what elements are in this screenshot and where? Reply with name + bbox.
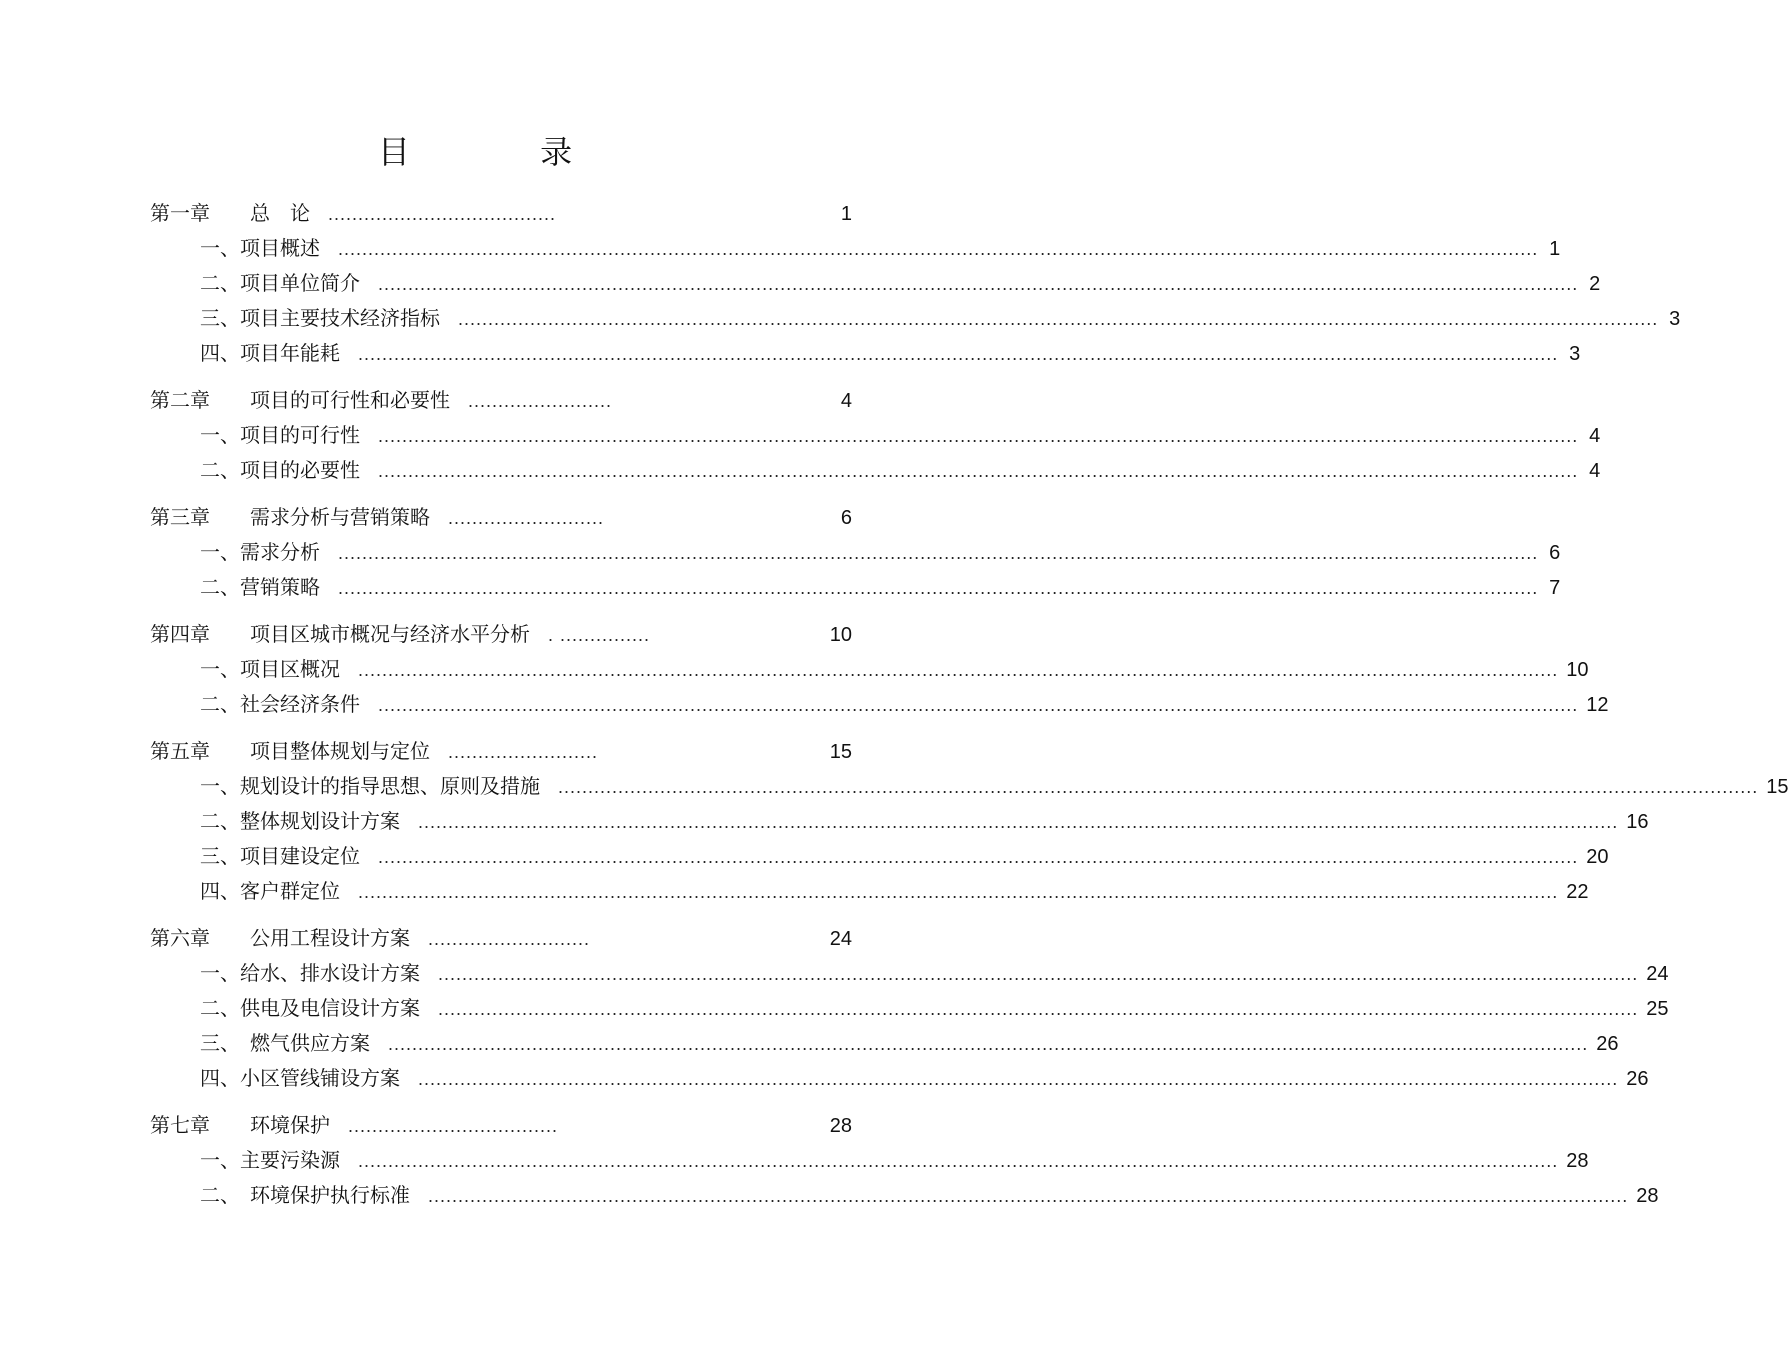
- dot-leader: ........................................................................................................................................................................................................: [378, 847, 1579, 867]
- dot-leader: ........................................................................................................................................................................................................: [358, 660, 1559, 680]
- page-number: 25: [1646, 998, 1669, 1020]
- page-number: 15: [829, 741, 852, 763]
- dot-leader: . ...............: [548, 625, 651, 645]
- dot-leader: .........................: [448, 742, 599, 762]
- toc-chapter-entry[interactable]: [150, 383, 852, 418]
- page-number: 4: [840, 390, 852, 412]
- dot-leader: ........................................................................................................................................................................................................: [388, 1034, 1589, 1054]
- table-of-contents: [150, 196, 1788, 1225]
- dot-leader: ........................................................................................................................................................................................................: [378, 695, 1579, 715]
- section-title: 二、整体规划设计方案: [200, 809, 400, 833]
- toc-section-entry[interactable]: [150, 769, 1788, 804]
- toc-chapter-entry[interactable]: [150, 500, 852, 535]
- toc-section-entry[interactable]: [150, 1061, 1649, 1096]
- section-title: 三、 燃气供应方案: [200, 1031, 370, 1055]
- chapter-title: 第二章 项目的可行性和必要性: [150, 388, 450, 412]
- dot-leader: ..........................: [448, 508, 605, 528]
- toc-section-entry[interactable]: [150, 652, 1589, 687]
- toc-section-entry[interactable]: [150, 535, 1561, 570]
- section-title: 三、项目主要技术经济指标: [200, 306, 440, 330]
- page-number: 1: [1549, 238, 1561, 260]
- chapter-title: 第四章 项目区城市概况与经济水平分析: [150, 622, 530, 646]
- dot-leader: ........................................................................................................................................................................................................: [338, 578, 1539, 598]
- dot-leader: ........................................................................................................................................................................................................: [438, 999, 1639, 1019]
- page-number: 24: [829, 928, 852, 950]
- dot-leader: ........................: [468, 391, 613, 411]
- toc-chapter-entry[interactable]: [150, 1108, 852, 1143]
- page-number: 16: [1626, 811, 1649, 833]
- toc-chapter: [150, 196, 1681, 371]
- dot-leader: ........................................................................................................................................................................................................: [338, 543, 1539, 563]
- toc-chapter-entry[interactable]: [150, 921, 852, 956]
- toc-section-entry[interactable]: [150, 301, 1681, 336]
- dot-leader: ........................................................................................................................................................................................................: [418, 1069, 1619, 1089]
- dot-leader: ........................................................................................................................................................................................................: [358, 1151, 1559, 1171]
- page-number: 2: [1589, 273, 1601, 295]
- section-title: 三、项目建设定位: [200, 844, 360, 868]
- dot-leader: ...................................: [348, 1116, 559, 1136]
- section-title: 二、供电及电信设计方案: [200, 996, 420, 1020]
- toc-chapter-entry[interactable]: [150, 617, 852, 652]
- page-number: 24: [1646, 963, 1669, 985]
- section-title: 二、项目单位简介: [200, 271, 360, 295]
- page-number: 3: [1669, 308, 1681, 330]
- section-title: 二、营销策略: [200, 575, 320, 599]
- dot-leader: ........................................................................................................................................................................................................: [418, 812, 1619, 832]
- page-number: 28: [1636, 1185, 1659, 1207]
- dot-leader: ........................................................................................................................................................................................................: [378, 426, 1579, 446]
- section-title: 四、客户群定位: [200, 879, 340, 903]
- chapter-title: 第七章 环境保护: [150, 1113, 330, 1137]
- page-number: 7: [1549, 577, 1561, 599]
- section-title: 一、项目区概况: [200, 657, 340, 681]
- dot-leader: ........................................................................................................................................................................................................: [428, 1186, 1629, 1206]
- page-number: 4: [1589, 425, 1601, 447]
- page-number: 26: [1596, 1033, 1619, 1055]
- page-number: 10: [1566, 659, 1589, 681]
- toc-chapter: [150, 734, 1788, 909]
- dot-leader: ........................................................................................................................................................................................................: [338, 239, 1539, 259]
- chapter-title: 第一章 总 论: [150, 201, 310, 225]
- page-number: 28: [1566, 1150, 1589, 1172]
- page-number: 4: [1589, 460, 1601, 482]
- toc-section-entry[interactable]: [150, 570, 1561, 605]
- section-title: 四、小区管线铺设方案: [200, 1066, 400, 1090]
- page-number: 12: [1586, 694, 1609, 716]
- toc-chapter: [150, 617, 1609, 722]
- page-number: 6: [1549, 542, 1561, 564]
- section-title: 一、规划设计的指导思想、原则及措施: [200, 774, 540, 798]
- section-title: 二、社会经济条件: [200, 692, 360, 716]
- page-number: 6: [840, 507, 852, 529]
- dot-leader: ........................................................................................................................................................................................................: [378, 274, 1579, 294]
- page-number: 1: [840, 203, 852, 225]
- toc-section-entry[interactable]: [150, 956, 1669, 991]
- page-number: 15: [1766, 776, 1788, 798]
- toc-chapter-entry[interactable]: [150, 734, 852, 769]
- toc-section-entry[interactable]: [150, 1178, 1659, 1213]
- page-number: 10: [829, 624, 852, 646]
- toc-chapter-entry[interactable]: [150, 196, 852, 231]
- toc-section-entry[interactable]: [150, 804, 1649, 839]
- section-title: 二、项目的必要性: [200, 458, 360, 482]
- dot-leader: ........................................................................................................................................................................................................: [358, 344, 1559, 364]
- section-title: 四、项目年能耗: [200, 341, 340, 365]
- toc-chapter: [150, 383, 1601, 488]
- toc-section-entry[interactable]: [150, 687, 1609, 722]
- chapter-title: 第五章 项目整体规划与定位: [150, 739, 430, 763]
- toc-section-entry[interactable]: [150, 1026, 1619, 1061]
- dot-leader: ...........................: [428, 929, 591, 949]
- page-number: 22: [1566, 881, 1589, 903]
- section-title: 二、 环境保护执行标准: [200, 1183, 410, 1207]
- chapter-title: 第三章 需求分析与营销策略: [150, 505, 430, 529]
- toc-section-entry[interactable]: [150, 266, 1601, 301]
- dot-leader: ........................................................................................................................................................................................................: [358, 882, 1559, 902]
- toc-section-entry[interactable]: [150, 231, 1561, 266]
- dot-leader: ........................................................................................................................................................................................................: [458, 309, 1659, 329]
- toc-section-entry[interactable]: [150, 336, 1581, 371]
- page-number: 3: [1569, 343, 1581, 365]
- page-title: 目 录: [377, 133, 633, 171]
- dot-leader: ........................................................................................................................................................................................................: [558, 777, 1759, 797]
- toc-chapter: [150, 500, 1561, 605]
- section-title: 一、给水、排水设计方案: [200, 961, 420, 985]
- section-title: 一、需求分析: [200, 540, 320, 564]
- toc-section-entry[interactable]: [150, 418, 1601, 453]
- toc-chapter: [150, 921, 1669, 1096]
- toc-section-entry[interactable]: [150, 991, 1669, 1026]
- toc-section-entry[interactable]: [150, 874, 1589, 909]
- dot-leader: ........................................................................................................................................................................................................: [378, 461, 1579, 481]
- page-number: 26: [1626, 1068, 1649, 1090]
- page-number: 20: [1586, 846, 1609, 868]
- section-title: 一、主要污染源: [200, 1148, 340, 1172]
- section-title: 一、项目概述: [200, 236, 320, 260]
- dot-leader: ......................................: [328, 204, 557, 224]
- toc-section-entry[interactable]: [150, 1143, 1589, 1178]
- toc-chapter: [150, 1108, 1659, 1213]
- dot-leader: ........................................................................................................................................................................................................: [438, 964, 1639, 984]
- chapter-title: 第六章 公用工程设计方案: [150, 926, 410, 950]
- section-title: 一、项目的可行性: [200, 423, 360, 447]
- toc-section-entry[interactable]: [150, 453, 1601, 488]
- page-number: 28: [829, 1115, 852, 1137]
- toc-section-entry[interactable]: [150, 839, 1609, 874]
